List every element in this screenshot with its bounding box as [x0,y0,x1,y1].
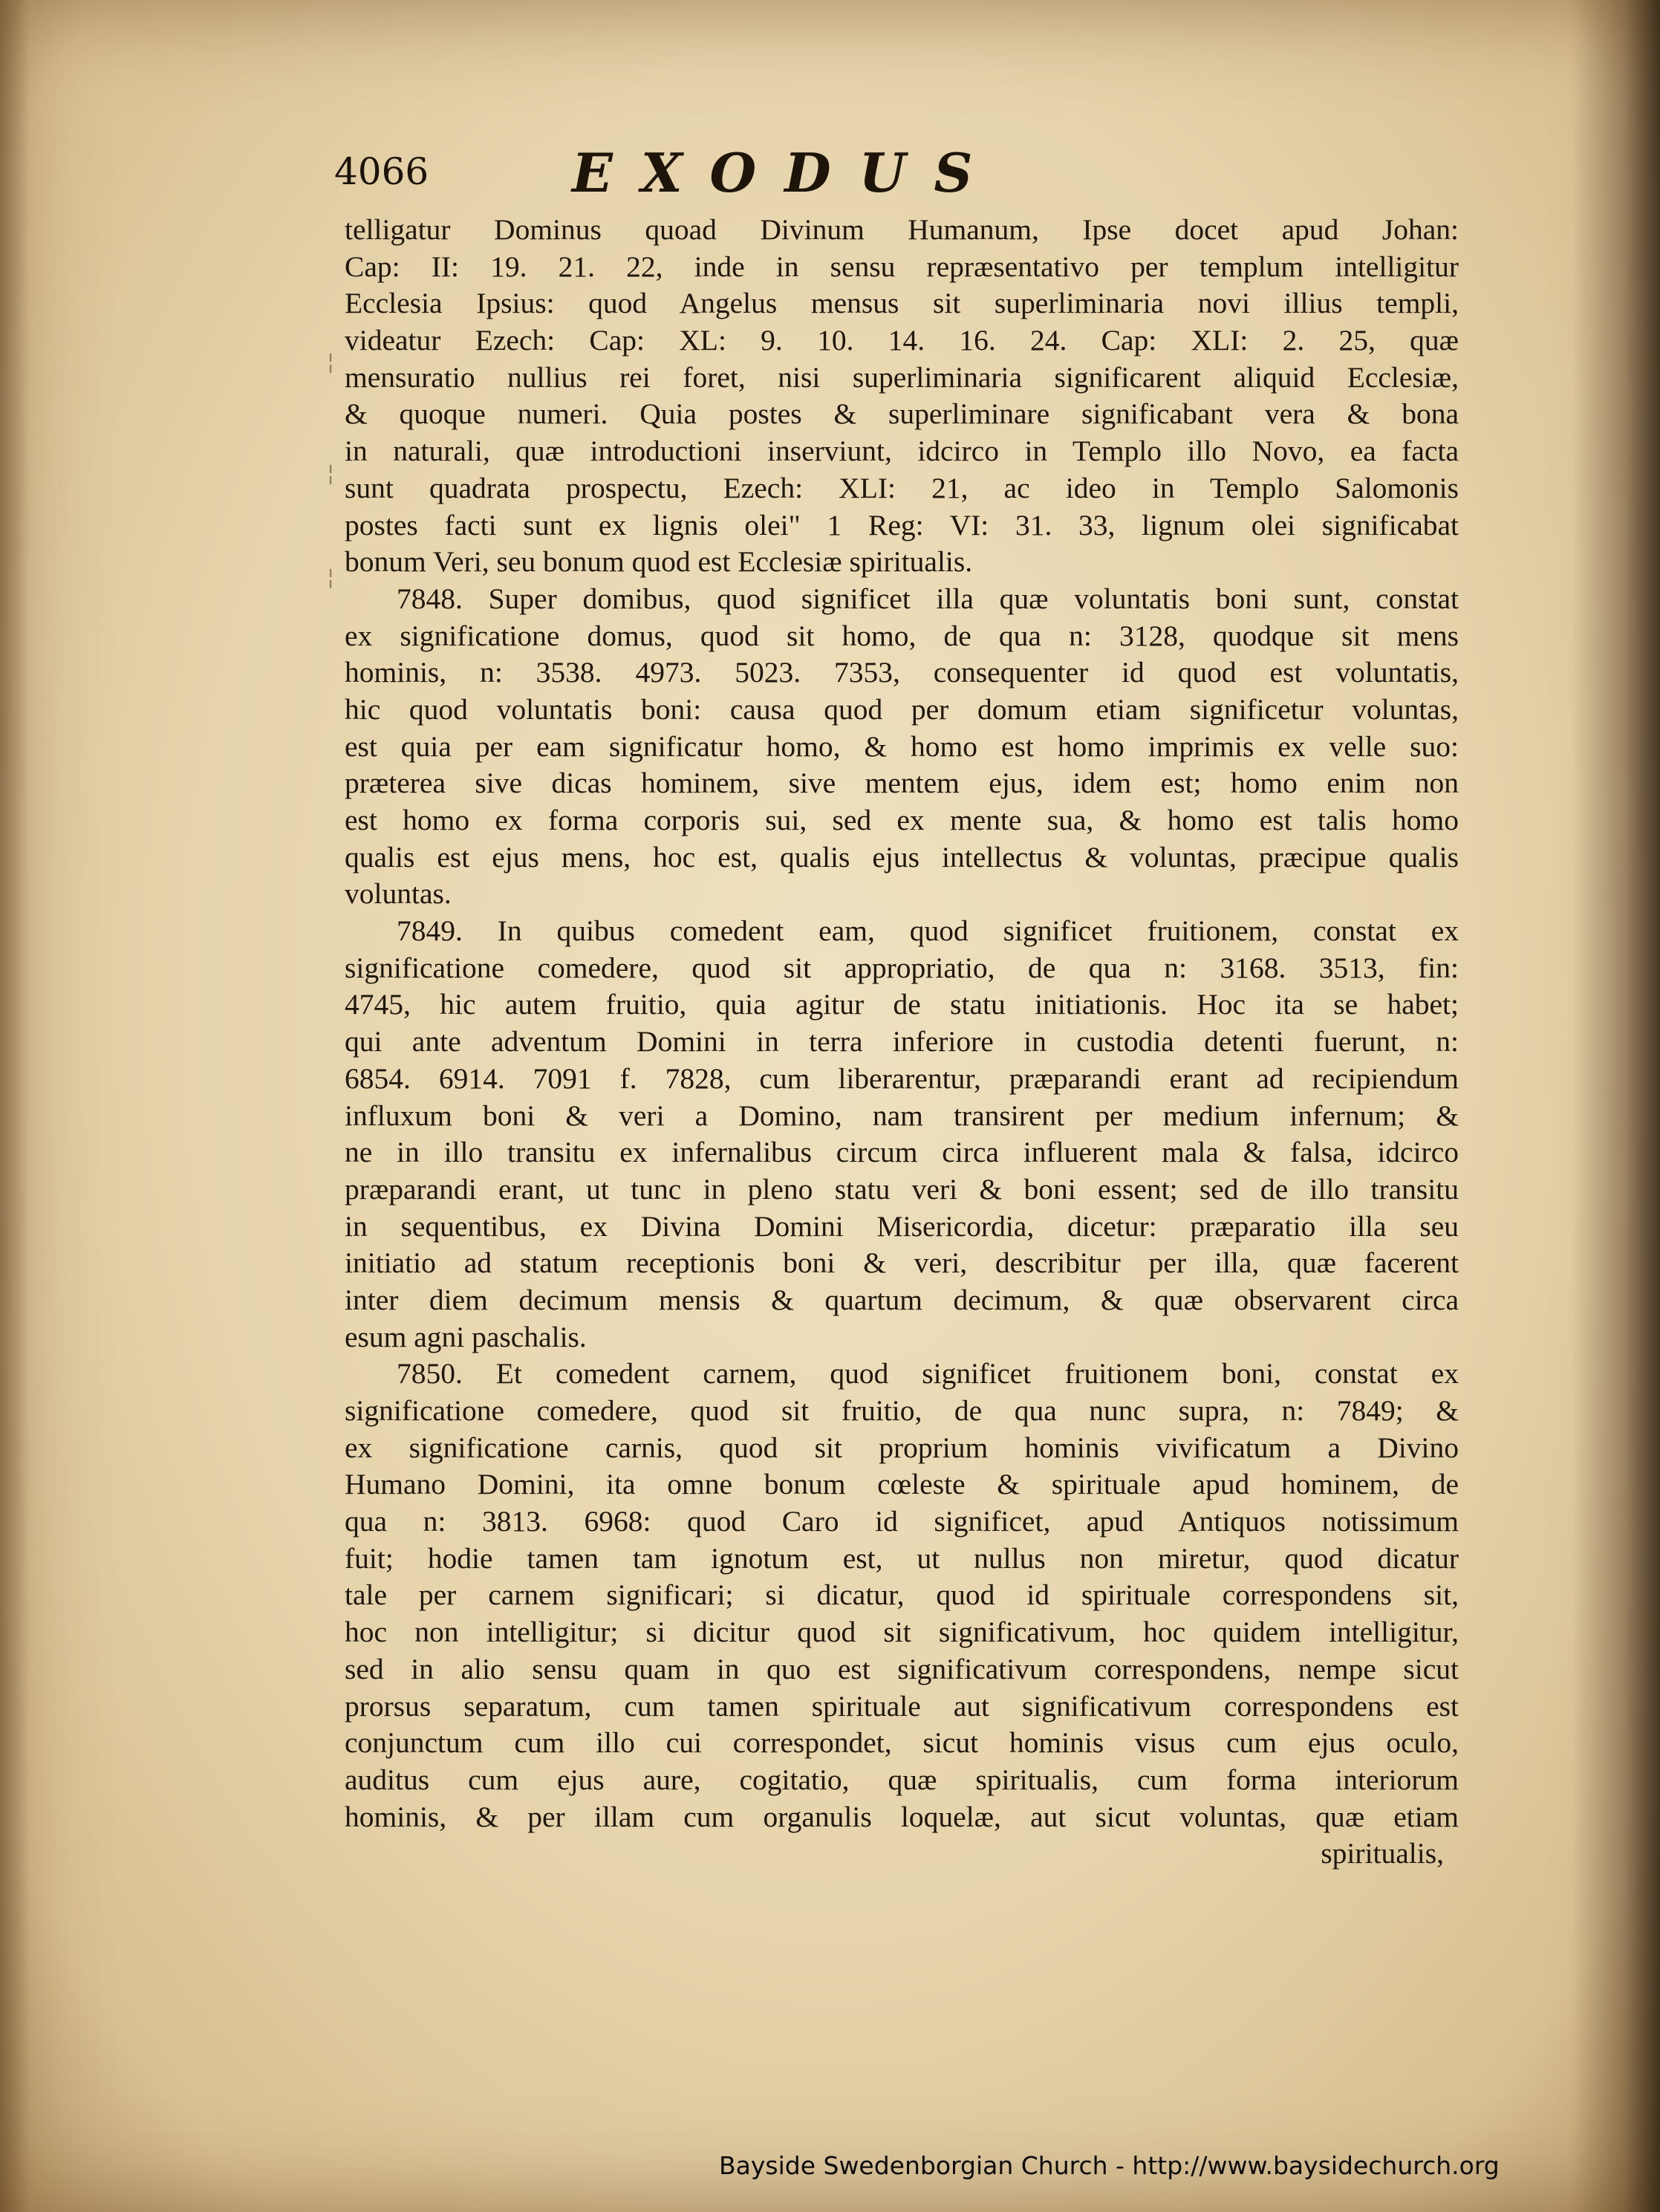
text-line: 6854. 6914. 7091 f. 7828, cum liberarentur, præparandi erant ad recipiendum [345,1061,1459,1095]
text-line: initiatio ad statum receptionis boni & veri, describitur per illa, quæ facerent [345,1246,1459,1280]
page-header [334,141,1448,208]
text-line: ne in illo transitu ex infernalibus circum circa influerent mala & falsa, idcirco [345,1136,1459,1169]
text-line: voluntas. [345,877,452,911]
paragraph-7848-first-line: 7848. Super domibus, quod significet illa quæ voluntatis boni sunt, constat [397,582,1459,615]
text-line: bonum Veri, seu bonum quod est Ecclesiæ spiritualis. [345,545,973,579]
text-line: prorsus separatum, cum tamen spirituale aut significativum correspondens est [345,1689,1459,1723]
text-line: fuit; hodie tamen tam ignotum est, ut nullus non miretur, quod dicatur [345,1541,1459,1575]
text-line: significatione comedere, quod sit appropriatio, de qua n: 3168. 3513, fin: [345,951,1459,984]
text-line: est quia per eam significatur homo, & homo est homo imprimis ex velle suo: [345,729,1459,763]
running-head: EXODUS [572,141,1001,204]
text-line: & quoque numeri. Quia postes & superliminare significabant vera & bona [345,397,1459,431]
text-line: qui ante adventum Domini in terra inferiore in custodia detenti fuerunt, n: [345,1025,1459,1058]
text-line: in naturali, quæ introductioni inserviunt, idcirco in Templo illo Novo, ea facta [345,435,1459,468]
text-line: hoc non intelligitur; si dicitur quod sit significativum, hoc quidem intelligitur, [345,1616,1459,1649]
text-line: ex significatione domus, quod sit homo, de qua n: 3128, quodque sit mens [345,619,1459,652]
paragraph-7850-first-line: 7850. Et comedent carnem, quod significet fruitionem boni, constat ex [397,1357,1459,1390]
catchword: spiritualis, [1321,1837,1444,1870]
text-line: sunt quadrata prospectu, Ezech: XLI: 21, ac ideo in Templo Salomonis [345,471,1459,504]
text-line: sed in alio sensu quam in quo est significativum correspondens, nempe sicut [345,1652,1459,1685]
text-line: telligatur Dominus quoad Divinum Humanum, Ipse docet apud Johan: [345,213,1459,246]
text-line: hic quod voluntatis boni: causa quod per domum etiam significetur voluntas, [345,692,1459,726]
footer-credit: Bayside Swedenborgian Church - http://www.baysidechurch.org [719,2151,1500,2180]
text-line: influxum boni & veri a Domino, nam transirent per medium infernum; & [345,1099,1459,1132]
text-line: Humano Domini, ita omne bonum cœleste & spirituale apud hominem, de [345,1468,1459,1501]
text-line: hominis, n: 3538. 4973. 5023. 7353, consequenter id quod est voluntatis, [345,656,1459,689]
text-line: esum agni paschalis. [345,1320,587,1353]
body-text [345,212,1459,1873]
page-number: 4066 [334,150,429,193]
text-line: qua n: 3813. 6968: quod Caro id significet, apud Antiquos notissimum [345,1505,1459,1538]
text-line: significatione comedere, quod sit fruitio, de qua nunc supra, n: 7849; & [345,1394,1459,1427]
margin-mark: ¦ [327,349,335,375]
text-line: 4745, hic autem fruitio, quia agitur de statu initiationis. Hoc ita se habet; [345,988,1459,1021]
margin-mark: ¦ [327,461,335,487]
text-line: ex significatione carnis, quod sit proprium hominis vivificatum a Divino [345,1431,1459,1464]
text-line: postes facti sunt ex lignis olei" 1 Reg: VI: 31. 33, lignum olei significabat [345,508,1459,541]
text-line: qualis est ejus mens, hoc est, qualis ejus intellectus & voluntas, præcipue qualis [345,840,1459,874]
text-line: Cap: II: 19. 21. 22, inde in sensu repræsentativo per templum intelligitur [345,250,1459,283]
text-line: in sequentibus, ex Divina Domini Misericordia, dicetur: præparatio illa seu [345,1209,1459,1243]
text-line: videatur Ezech: Cap: XL: 9. 10. 14. 16. 24. Cap: XLI: 2. 25, quæ [345,324,1459,357]
paragraph-7849-first-line: 7849. In quibus comedent eam, quod significet fruitionem, constat ex [397,914,1459,948]
text-line: inter diem decimum mensis & quartum decimum, & quæ observarent circa [345,1283,1459,1316]
text-line: est homo ex forma corporis sui, sed ex mente sua, & homo est talis homo [345,804,1459,836]
text-line: tale per carnem significari; si dicatur, quod id spirituale correspondens sit, [345,1578,1459,1612]
text-line: conjunctum cum illo cui correspondet, sicut hominis visus cum ejus oculo, [345,1726,1459,1760]
text-line: hominis, & per illam cum organulis loquelæ, aut sicut voluntas, quæ etiam [345,1800,1459,1833]
margin-mark: ¦ [327,565,335,591]
text-line: auditus cum ejus aure, cogitatio, quæ spiritualis, cum forma interiorum [345,1763,1459,1796]
text-line: præterea sive dicas hominem, sive mentem ejus, idem est; homo enim non [345,767,1459,800]
text-line: mensuratio nullius rei foret, nisi superliminaria significarent aliquid Ecclesiæ, [345,360,1459,394]
text-line: Ecclesia Ipsius: quod Angelus mensus sit superliminaria novi illius templi, [345,287,1459,320]
text-line: præparandi erant, ut tunc in pleno statu veri & boni essent; sed de illo transitu [345,1172,1459,1206]
